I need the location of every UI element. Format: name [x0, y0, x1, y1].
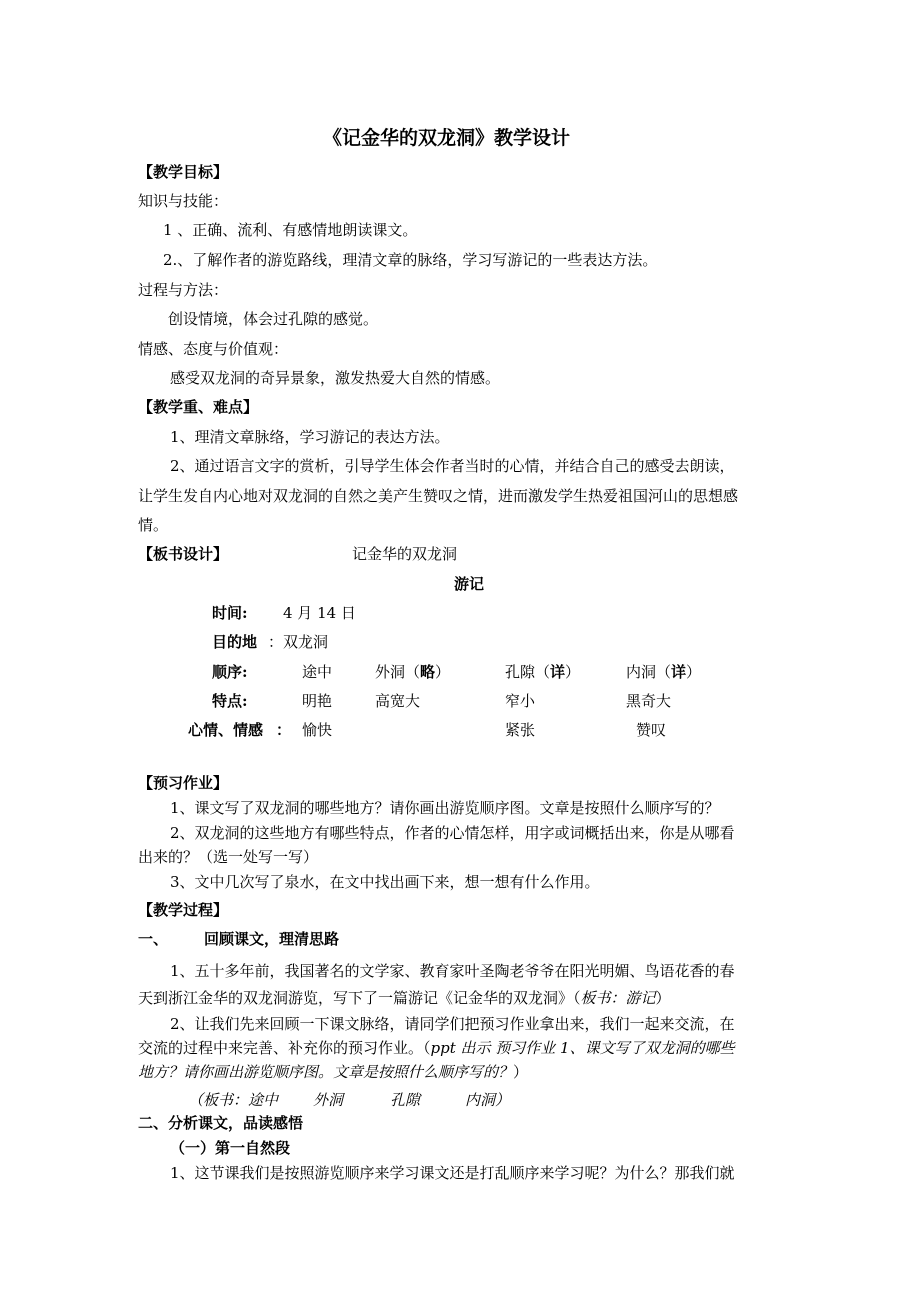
board-title: 记金华的双龙洞: [352, 545, 458, 563]
board-place-value: ：双龙洞: [268, 633, 329, 651]
process-heading: 【教学过程】: [138, 901, 229, 919]
preview-line-3: 出来的？（选一处写一写）: [138, 848, 319, 866]
board-note-3: 孔隙: [390, 1091, 421, 1109]
board-mood-3: 赞叹: [636, 721, 667, 739]
section-2-title: 二、分析课文，品读感悟: [138, 1114, 304, 1132]
board-order-4: 内洞（详）: [626, 663, 702, 681]
board-note-1: （板书：途中: [188, 1091, 279, 1109]
board-feature-4: 黑奇大: [626, 692, 672, 710]
section-1-title: 回顾课文，理清思路: [204, 930, 340, 948]
board-order-3: 孔隙（详）: [505, 663, 581, 681]
board-feature-1: 明艳: [302, 692, 333, 710]
board-heading: 【板书设计】: [138, 545, 229, 563]
preview-line-1: 1、课文写了双龙洞的哪些地方？请你画出游览顺序图。文章是按照什么顺序写的？: [170, 799, 720, 817]
section-1-number: 一、: [138, 930, 169, 948]
board-note-4: 内洞）: [465, 1091, 511, 1109]
paragraph-1-line-2: 天到浙江金华的双龙洞游览，写下了一篇游记《记金华的双龙洞》（板书：游记）: [138, 989, 671, 1007]
board-mood-colon: ：: [276, 721, 292, 739]
paragraph-1-line-1: 1、五十多年前，我国著名的文学家、教育家叶圣陶老爷爷在阳光明媚、鸟语花香的春: [170, 962, 735, 980]
paragraph-2-line-2: 交流的过程中来完善、补充你的预习作业。（ppt 出示 预习作业 1、课文写了双龙洞的哪些: [138, 1039, 735, 1057]
key-point-2-line-3: 情。: [138, 516, 169, 534]
board-order-2: 外洞（略）: [375, 663, 451, 681]
board-note-2: 外洞: [313, 1091, 344, 1109]
board-mood-2: 紧张: [505, 721, 536, 739]
document-title: 《记金华的双龙洞》教学设计: [323, 127, 571, 149]
preview-line-2: 2、双龙洞的这些地方有哪些特点，作者的心情怎样，用字或词概括出来，你是从哪看: [170, 824, 735, 842]
process-method-item: 创设情境，体会过孔隙的感觉。: [168, 310, 379, 328]
knowledge-item-2: 2.、了解作者的游览路线，理清文章的脉络，学习写游记的一些表达方法。: [163, 251, 658, 269]
board-order-1: 途中: [302, 663, 333, 681]
board-time-label: 时间:: [212, 604, 248, 622]
key-point-2-line-2: 让学生发自内心地对双龙洞的自然之美产生赞叹之情，进而激发学生热爱祖国河山的思想感: [138, 487, 739, 505]
paragraph-3-line-1: 1、这节课我们是按照游览顺序来学习课文还是打乱顺序来学习呢？为什么？那我们就: [170, 1164, 735, 1182]
board-time-value: 4 月 14 日: [283, 604, 356, 622]
knowledge-item-1: 1 、正确、流利、有感情地朗读课文。: [163, 221, 418, 239]
emotion-item: 感受双龙洞的奇异景象，激发热爱大自然的情感。: [170, 369, 501, 387]
key-point-1: 1、理清文章脉络，学习游记的表达方法。: [170, 428, 450, 446]
goals-heading: 【教学目标】: [138, 163, 229, 181]
board-mood-label: 心情、情感: [188, 721, 264, 739]
board-mood-1: 愉快: [302, 721, 333, 739]
key-points-heading: 【教学重、难点】: [138, 398, 259, 416]
board-feature-label: 特点:: [212, 692, 248, 710]
paragraph-2-line-3: 地方？请你画出游览顺序图。文章是按照什么顺序写的？）: [138, 1063, 529, 1081]
key-point-2-line-1: 2、通过语言文字的赏析，引导学生体会作者当时的心情，并结合自己的感受去朗读，: [170, 457, 735, 475]
subsection-1-title: （一）第一自然段: [170, 1139, 291, 1157]
process-method-label: 过程与方法：: [138, 281, 229, 299]
board-feature-3: 窄小: [505, 692, 536, 710]
preview-line-4: 3、文中几次写了泉水，在文中找出画下来，想一想有什么作用。: [170, 873, 600, 891]
board-place-label: 目的地: [212, 633, 258, 651]
board-feature-2: 高宽大: [375, 692, 421, 710]
paragraph-2-line-1: 2、让我们先来回顾一下课文脉络，请同学们把预习作业拿出来，我们一起来交流，在: [170, 1015, 735, 1033]
knowledge-label: 知识与技能：: [138, 192, 229, 210]
board-subtitle: 游记: [454, 575, 485, 593]
emotion-label: 情感、态度与价值观：: [138, 340, 289, 358]
preview-heading: 【预习作业】: [138, 774, 229, 792]
board-order-label: 顺序:: [212, 663, 248, 681]
